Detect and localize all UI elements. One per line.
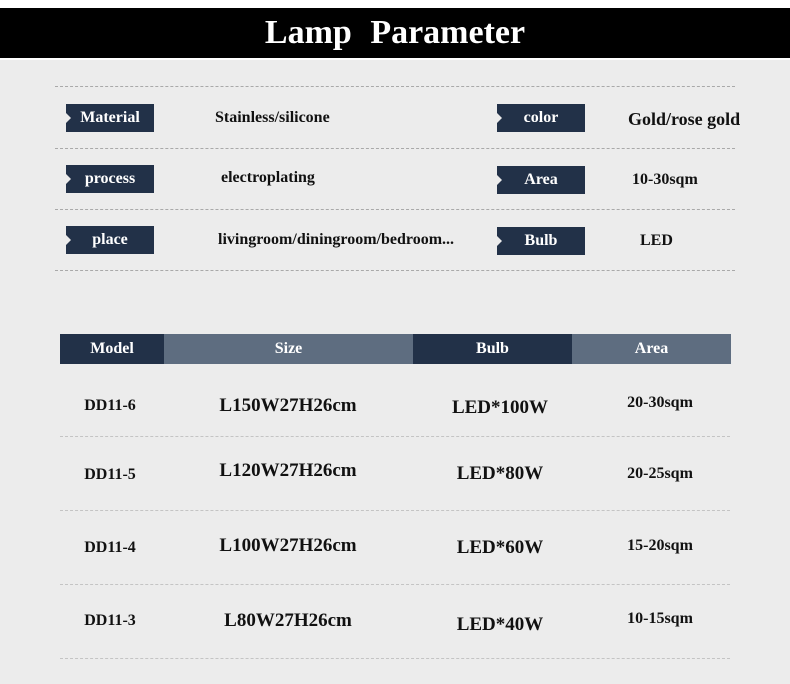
table-cell-size: L80W27H26cm: [224, 610, 352, 631]
row-divider: [60, 436, 730, 437]
table-cell-bulb: LED*60W: [456, 537, 544, 558]
table-cell-model: DD11-5: [84, 466, 136, 483]
place-label: place: [66, 226, 154, 254]
divider: [55, 209, 735, 210]
process-value: electroplating: [221, 169, 315, 186]
table-cell-size: L120W27H26cm: [219, 460, 357, 481]
table-cell-bulb: LED*80W: [456, 463, 544, 484]
table-cell-bulb: LED*40W: [456, 614, 544, 635]
divider: [55, 148, 735, 149]
area-value: 10-30sqm: [632, 171, 698, 188]
color-value: Gold/rose gold: [628, 109, 741, 129]
table-cell-area: 15-20sqm: [627, 537, 693, 554]
table-cell-size: L100W27H26cm: [219, 535, 357, 556]
divider: [55, 86, 735, 87]
header-model: Model: [60, 334, 164, 364]
header-bulb: Bulb: [413, 334, 572, 364]
process-label: process: [66, 165, 154, 193]
material-value: Stainless/silicone: [215, 109, 330, 126]
table-cell-area: 10-15sqm: [627, 610, 693, 627]
row-divider: [60, 658, 730, 659]
row-divider: [60, 584, 730, 585]
table-cell-model: DD11-6: [84, 397, 136, 414]
divider: [55, 270, 735, 271]
color-label: color: [497, 104, 585, 132]
table-cell-area: 20-25sqm: [627, 465, 693, 482]
bulb-value: LED: [640, 232, 673, 249]
header-size: Size: [164, 334, 413, 364]
row-divider: [60, 510, 730, 511]
header-area: Area: [572, 334, 731, 364]
area-label: Area: [497, 166, 585, 194]
place-value: livingroom/diningroom/bedroom...: [218, 231, 455, 248]
material-label: Material: [66, 104, 154, 132]
bulb-label: Bulb: [497, 227, 585, 255]
table-cell-area: 20-30sqm: [627, 394, 693, 411]
table-cell-size: L150W27H26cm: [219, 395, 357, 416]
table-cell-model: DD11-3: [84, 612, 136, 629]
table-cell-model: DD11-4: [84, 539, 136, 556]
table-cell-bulb: LED*100W: [451, 397, 549, 418]
page-title: Lamp Parameter: [264, 14, 526, 51]
